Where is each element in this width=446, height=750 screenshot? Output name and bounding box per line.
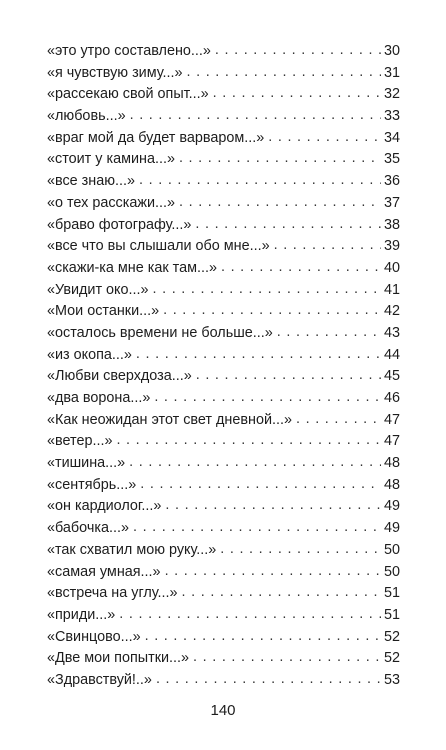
toc-entry-page: 31 [383,64,400,81]
toc-entry-title: «приди...» [47,606,116,623]
dot-leader [182,582,381,604]
toc-entry-page: 32 [383,86,400,103]
toc-entry-title: «Здравствуй!..» [47,671,152,688]
toc-entry [47,258,400,280]
dot-leader [195,214,381,236]
toc-entry-page: 42 [383,303,400,320]
toc-entry [47,128,400,150]
dot-leader [179,192,381,214]
toc-entry-page: 38 [383,216,400,233]
toc-entry-page: 30 [383,43,400,59]
toc-entry [47,540,400,562]
dot-leader [119,604,381,626]
dot-leader [187,62,381,84]
toc-entry [47,366,400,388]
dot-leader [130,105,381,127]
toc-entry [47,323,400,345]
toc-entry-page: 35 [383,151,400,168]
dot-leader [220,539,381,561]
toc-entry-title: «бабочка...» [47,520,129,537]
toc-entry-title: «он кардиолог...» [47,498,162,515]
toc-entry-title: «два ворона...» [47,390,151,406]
dot-leader [193,647,381,669]
dot-leader [296,409,381,431]
toc-entry-title: «тишина...» [47,455,126,472]
toc-entry-page: 49 [383,498,400,515]
toc-entry [47,496,400,518]
toc-entry-title: «все что вы слышали обо мне...» [47,238,270,255]
toc-entry [47,215,400,237]
table-of-contents [47,41,400,692]
toc-entry [47,301,400,323]
toc-entry-page: 53 [383,671,400,688]
toc-entry-title: «осталось времени не больше...» [47,324,273,341]
toc-entry-title: «Любви сверхдоза...» [47,368,192,385]
dot-leader [163,300,381,322]
toc-entry-title: «о тех расскажи...» [47,194,175,211]
page-number: 140 [210,702,236,719]
toc-entry-title: «Свинцово...» [47,628,141,645]
dot-leader [277,322,381,344]
toc-entry [47,431,400,453]
toc-entry-page: 39 [383,238,400,255]
toc-entry-title: «рассекаю свой опыт...» [47,86,209,103]
toc-entry-page: 37 [383,194,400,211]
toc-entry-title: «браво фотографу...» [47,216,192,233]
toc-entry [47,149,400,171]
toc-entry [47,236,400,258]
dot-leader [274,235,381,257]
toc-entry [47,518,400,540]
toc-entry-page: 50 [383,563,400,580]
toc-entry-title: «все знаю...» [47,173,136,190]
toc-entry [47,453,400,475]
dot-leader [136,344,381,366]
toc-entry [47,410,400,432]
toc-entry-title: «так схватил мою руку...» [47,541,217,558]
dot-leader [179,148,381,170]
dot-leader [196,365,381,387]
toc-entry [47,627,400,649]
toc-entry [47,63,400,85]
toc-entry-page: 52 [383,650,400,667]
toc-entry [47,171,400,193]
toc-entry-page: 50 [383,541,400,558]
dot-leader [268,127,381,149]
toc-entry-page: 44 [383,346,400,363]
toc-entry-page: 33 [383,108,400,125]
toc-entry [47,193,400,215]
toc-entry-title: «Увидит око...» [47,281,149,298]
toc-entry-page: 48 [383,455,400,472]
toc-entry-title: «Мои останки...» [47,303,160,320]
dot-leader [153,279,381,301]
dot-leader [154,387,381,409]
toc-entry-title: «ветер...» [47,433,113,450]
dot-leader [165,561,381,583]
dot-leader [133,517,381,539]
toc-entry [47,345,400,367]
toc-entry-page: 45 [383,368,400,385]
toc-entry [47,648,400,670]
dot-leader [129,452,381,474]
toc-entry [47,605,400,627]
toc-entry-page: 48 [383,476,400,493]
toc-entry-page: 51 [383,606,400,623]
toc-entry-title: «из окопа...» [47,346,132,363]
toc-entry [47,41,400,63]
toc-entry-title: «любовь...» [47,108,126,125]
dot-leader [215,40,381,62]
toc-entry-title: «стоит у камина...» [47,151,175,168]
toc-entry-title: «Как неожидан этот свет дневной...» [47,411,292,428]
toc-entry-page: 46 [383,390,400,406]
toc-entry-page: 43 [383,324,400,341]
toc-entry-title: «скажи-ка мне как там...» [47,259,217,276]
toc-entry-page: 36 [383,173,400,190]
toc-entry-page: 51 [383,585,400,602]
toc-entry [47,280,400,302]
toc-entry [47,562,400,584]
toc-entry-page: 47 [383,411,400,428]
toc-entry-page: 41 [383,281,400,298]
toc-entry-title: «я чувствую зиму...» [47,64,183,81]
toc-entry-title: «Две мои попытки...» [47,650,190,667]
toc-entry [47,106,400,128]
toc-entry [47,475,400,497]
toc-entry-page: 49 [383,520,400,537]
toc-entry-title: «сентябрь...» [47,476,137,493]
dot-leader [140,474,381,496]
dot-leader [221,257,381,279]
dot-leader [116,430,381,452]
dot-leader [165,495,381,517]
toc-entry-page: 40 [383,259,400,276]
toc-entry-page: 34 [383,129,400,146]
toc-entry-title: «это утро составлено...» [47,43,211,59]
toc-entry [47,388,400,410]
toc-entry-title: «враг мой да будет варваром...» [47,129,265,146]
toc-entry-title: «самая умная...» [47,563,161,580]
toc-entry-page: 47 [383,433,400,450]
toc-entry [47,84,400,106]
dot-leader [213,83,381,105]
dot-leader [145,626,381,648]
dot-leader [139,170,381,192]
toc-entry [47,670,400,692]
dot-leader [156,669,381,691]
toc-entry-title: «встреча на углу...» [47,585,178,602]
toc-entry [47,583,400,605]
toc-entry-page: 52 [383,628,400,645]
